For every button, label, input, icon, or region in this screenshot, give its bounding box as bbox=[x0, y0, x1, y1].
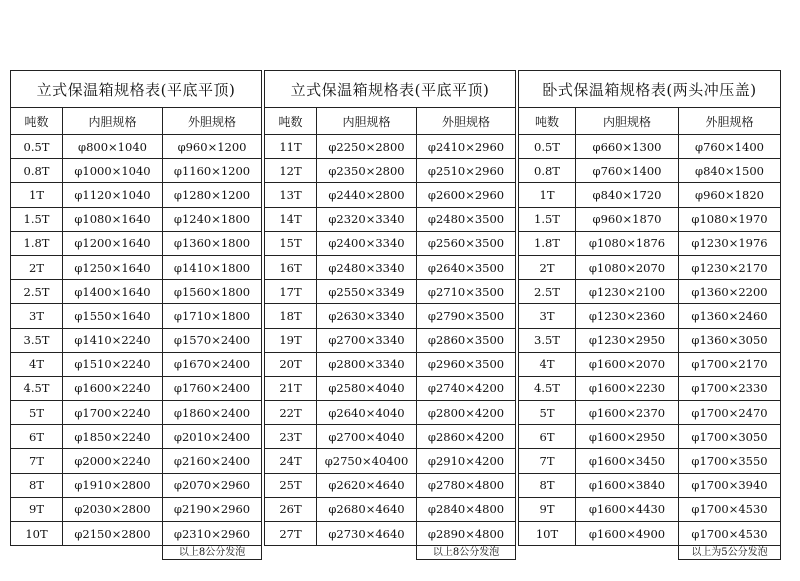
tonnage-cell: 10T bbox=[11, 522, 63, 546]
header-tonnage: 吨数 bbox=[265, 108, 317, 135]
header-inner-spec: 内胆规格 bbox=[576, 108, 679, 135]
header-inner-spec: 内胆规格 bbox=[317, 108, 417, 135]
inner-spec-cell: φ760×1400 bbox=[576, 159, 679, 183]
outer-spec-cell: φ2480×3500 bbox=[417, 207, 516, 231]
table-row bbox=[519, 376, 781, 400]
inner-spec-cell: φ2700×4040 bbox=[317, 425, 417, 449]
inner-spec-cell: φ1230×2950 bbox=[576, 328, 679, 352]
table-row bbox=[519, 304, 781, 328]
tonnage-cell: 3.5T bbox=[11, 328, 63, 352]
outer-spec-cell: φ2790×3500 bbox=[417, 304, 516, 328]
tonnage-cell: 5T bbox=[519, 401, 576, 425]
table-row bbox=[11, 328, 262, 352]
table-row bbox=[519, 183, 781, 207]
table-row bbox=[265, 159, 516, 183]
tonnage-cell: 13T bbox=[265, 183, 317, 207]
tonnage-cell: 0.5T bbox=[519, 135, 576, 159]
outer-spec-cell: φ2780×4800 bbox=[417, 473, 516, 497]
outer-spec-cell: φ1360×3050 bbox=[679, 328, 781, 352]
table-row bbox=[519, 425, 781, 449]
foam-note: 以上8公分发泡 bbox=[417, 546, 516, 560]
inner-spec-cell: φ2730×4640 bbox=[317, 522, 417, 546]
table-row bbox=[265, 231, 516, 255]
outer-spec-cell: φ1700×3940 bbox=[679, 473, 781, 497]
table-row bbox=[11, 280, 262, 304]
inner-spec-cell: φ2800×3340 bbox=[317, 352, 417, 376]
table-row bbox=[519, 231, 781, 255]
outer-spec-cell: φ2740×4200 bbox=[417, 376, 516, 400]
outer-spec-cell: φ1560×1800 bbox=[163, 280, 262, 304]
inner-spec-cell: φ2000×2240 bbox=[63, 449, 163, 473]
tonnage-cell: 1T bbox=[11, 183, 63, 207]
inner-spec-cell: φ2750×40400 bbox=[317, 449, 417, 473]
outer-spec-cell: φ1280×1200 bbox=[163, 183, 262, 207]
table-row bbox=[265, 401, 516, 425]
tonnage-cell: 1.8T bbox=[519, 231, 576, 255]
note-spacer bbox=[265, 546, 317, 560]
inner-spec-cell: φ1230×2100 bbox=[576, 280, 679, 304]
inner-spec-cell: φ1600×3840 bbox=[576, 473, 679, 497]
inner-spec-cell: φ2630×3340 bbox=[317, 304, 417, 328]
inner-spec-cell: φ1850×2240 bbox=[63, 425, 163, 449]
table-title: 立式保温箱规格表(平底平顶) bbox=[11, 71, 262, 108]
header-outer-spec: 外胆规格 bbox=[679, 108, 781, 135]
outer-spec-cell: φ1700×3550 bbox=[679, 449, 781, 473]
table-row bbox=[11, 255, 262, 279]
table-row bbox=[265, 376, 516, 400]
tonnage-cell: 0.8T bbox=[519, 159, 576, 183]
note-row bbox=[265, 546, 516, 560]
tonnage-cell: 1.5T bbox=[519, 207, 576, 231]
table-row bbox=[265, 425, 516, 449]
inner-spec-cell: φ1410×2240 bbox=[63, 328, 163, 352]
tonnage-cell: 14T bbox=[265, 207, 317, 231]
inner-spec-cell: φ800×1040 bbox=[63, 135, 163, 159]
outer-spec-cell: φ1700×2170 bbox=[679, 352, 781, 376]
tonnage-cell: 4T bbox=[519, 352, 576, 376]
table-row bbox=[11, 401, 262, 425]
inner-spec-cell: φ2440×2800 bbox=[317, 183, 417, 207]
tonnage-cell: 16T bbox=[265, 255, 317, 279]
tonnage-cell: 15T bbox=[265, 231, 317, 255]
table-row bbox=[519, 280, 781, 304]
inner-spec-cell: φ1400×1640 bbox=[63, 280, 163, 304]
inner-spec-cell: φ840×1720 bbox=[576, 183, 679, 207]
table-row bbox=[265, 497, 516, 521]
inner-spec-cell: φ1600×2370 bbox=[576, 401, 679, 425]
foam-note: 以上为5公分发泡 bbox=[679, 546, 781, 560]
header-outer-spec: 外胆规格 bbox=[163, 108, 262, 135]
table-row bbox=[519, 473, 781, 497]
tonnage-cell: 9T bbox=[11, 497, 63, 521]
header-inner-spec: 内胆规格 bbox=[63, 108, 163, 135]
tonnage-cell: 7T bbox=[11, 449, 63, 473]
outer-spec-cell: φ2010×2400 bbox=[163, 425, 262, 449]
outer-spec-cell: φ2860×3500 bbox=[417, 328, 516, 352]
tonnage-cell: 17T bbox=[265, 280, 317, 304]
inner-spec-cell: φ1120×1040 bbox=[63, 183, 163, 207]
tonnage-cell: 4.5T bbox=[11, 376, 63, 400]
outer-spec-cell: φ2560×3500 bbox=[417, 231, 516, 255]
outer-spec-cell: φ2800×4200 bbox=[417, 401, 516, 425]
header-outer-spec: 外胆规格 bbox=[417, 108, 516, 135]
outer-spec-cell: φ1360×2200 bbox=[679, 280, 781, 304]
inner-spec-cell: φ1080×1876 bbox=[576, 231, 679, 255]
table-title: 卧式保温箱规格表(两头冲压盖) bbox=[519, 71, 781, 108]
outer-spec-cell: φ2160×2400 bbox=[163, 449, 262, 473]
inner-spec-cell: φ2620×4640 bbox=[317, 473, 417, 497]
tonnage-cell: 12T bbox=[265, 159, 317, 183]
tonnage-cell: 24T bbox=[265, 449, 317, 473]
outer-spec-cell: φ840×1500 bbox=[679, 159, 781, 183]
note-spacer bbox=[519, 546, 576, 560]
outer-spec-cell: φ1160×1200 bbox=[163, 159, 262, 183]
inner-spec-cell: φ2640×4040 bbox=[317, 401, 417, 425]
inner-spec-cell: φ2250×2800 bbox=[317, 135, 417, 159]
inner-spec-cell: φ2680×4640 bbox=[317, 497, 417, 521]
table-row bbox=[265, 183, 516, 207]
outer-spec-cell: φ2310×2960 bbox=[163, 522, 262, 546]
tonnage-cell: 8T bbox=[11, 473, 63, 497]
table-row bbox=[265, 522, 516, 546]
table-row bbox=[11, 304, 262, 328]
inner-spec-cell: φ1250×1640 bbox=[63, 255, 163, 279]
tonnage-cell: 2T bbox=[519, 255, 576, 279]
table-row bbox=[11, 376, 262, 400]
inner-spec-cell: φ1600×2240 bbox=[63, 376, 163, 400]
tonnage-cell: 6T bbox=[11, 425, 63, 449]
tonnage-cell: 0.5T bbox=[11, 135, 63, 159]
header-tonnage: 吨数 bbox=[11, 108, 63, 135]
inner-spec-cell: φ1600×3450 bbox=[576, 449, 679, 473]
outer-spec-cell: φ2600×2960 bbox=[417, 183, 516, 207]
inner-spec-cell: φ660×1300 bbox=[576, 135, 679, 159]
inner-spec-cell: φ2580×4040 bbox=[317, 376, 417, 400]
table-row bbox=[11, 352, 262, 376]
inner-spec-cell: φ2700×3340 bbox=[317, 328, 417, 352]
tonnage-cell: 11T bbox=[265, 135, 317, 159]
table-row bbox=[11, 473, 262, 497]
tonnage-cell: 6T bbox=[519, 425, 576, 449]
outer-spec-cell: φ1700×4530 bbox=[679, 522, 781, 546]
outer-spec-cell: φ1860×2400 bbox=[163, 401, 262, 425]
tonnage-cell: 3T bbox=[519, 304, 576, 328]
note-row bbox=[11, 546, 262, 560]
table-row bbox=[519, 352, 781, 376]
inner-spec-cell: φ1700×2240 bbox=[63, 401, 163, 425]
outer-spec-cell: φ760×1400 bbox=[679, 135, 781, 159]
outer-spec-cell: φ1670×2400 bbox=[163, 352, 262, 376]
outer-spec-cell: φ2070×2960 bbox=[163, 473, 262, 497]
tonnage-cell: 8T bbox=[519, 473, 576, 497]
table-row bbox=[265, 255, 516, 279]
table-row bbox=[265, 449, 516, 473]
tonnage-cell: 0.8T bbox=[11, 159, 63, 183]
table-row bbox=[11, 231, 262, 255]
table-row bbox=[519, 522, 781, 546]
table-row bbox=[265, 473, 516, 497]
spec-table bbox=[10, 70, 262, 560]
inner-spec-cell: φ2150×2800 bbox=[63, 522, 163, 546]
tonnage-cell: 2.5T bbox=[519, 280, 576, 304]
outer-spec-cell: φ1760×2400 bbox=[163, 376, 262, 400]
outer-spec-cell: φ2510×2960 bbox=[417, 159, 516, 183]
inner-spec-cell: φ1600×2950 bbox=[576, 425, 679, 449]
table-row bbox=[11, 183, 262, 207]
outer-spec-cell: φ1570×2400 bbox=[163, 328, 262, 352]
tonnage-cell: 10T bbox=[519, 522, 576, 546]
tonnage-cell: 18T bbox=[265, 304, 317, 328]
inner-spec-cell: φ960×1870 bbox=[576, 207, 679, 231]
table-row bbox=[519, 159, 781, 183]
table-row bbox=[265, 352, 516, 376]
table-panel-vertical-1 bbox=[10, 70, 261, 560]
outer-spec-cell: φ2910×4200 bbox=[417, 449, 516, 473]
tonnage-cell: 23T bbox=[265, 425, 317, 449]
inner-spec-cell: φ2400×3340 bbox=[317, 231, 417, 255]
inner-spec-cell: φ2550×3349 bbox=[317, 280, 417, 304]
table-title: 立式保温箱规格表(平底平顶) bbox=[265, 71, 516, 108]
tonnage-cell: 26T bbox=[265, 497, 317, 521]
note-spacer bbox=[11, 546, 63, 560]
outer-spec-cell: φ1700×2470 bbox=[679, 401, 781, 425]
tonnage-cell: 2.5T bbox=[11, 280, 63, 304]
table-row bbox=[11, 449, 262, 473]
table-row bbox=[519, 135, 781, 159]
inner-spec-cell: φ1550×1640 bbox=[63, 304, 163, 328]
tonnage-cell: 25T bbox=[265, 473, 317, 497]
table-row bbox=[519, 449, 781, 473]
table-row bbox=[519, 497, 781, 521]
outer-spec-cell: φ1230×2170 bbox=[679, 255, 781, 279]
tonnage-cell: 9T bbox=[519, 497, 576, 521]
table-row bbox=[11, 425, 262, 449]
inner-spec-cell: φ2320×3340 bbox=[317, 207, 417, 231]
spec-table bbox=[264, 70, 516, 560]
outer-spec-cell: φ2190×2960 bbox=[163, 497, 262, 521]
outer-spec-cell: φ1700×2330 bbox=[679, 376, 781, 400]
table-panel-horizontal bbox=[518, 70, 780, 560]
inner-spec-cell: φ1000×1040 bbox=[63, 159, 163, 183]
outer-spec-cell: φ1230×1976 bbox=[679, 231, 781, 255]
outer-spec-cell: φ1240×1800 bbox=[163, 207, 262, 231]
foam-note: 以上8公分发泡 bbox=[163, 546, 262, 560]
spec-table bbox=[518, 70, 781, 560]
table-row bbox=[519, 207, 781, 231]
inner-spec-cell: φ1600×4430 bbox=[576, 497, 679, 521]
outer-spec-cell: φ1700×4530 bbox=[679, 497, 781, 521]
tonnage-cell: 2T bbox=[11, 255, 63, 279]
inner-spec-cell: φ1230×2360 bbox=[576, 304, 679, 328]
table-row bbox=[265, 280, 516, 304]
tonnage-cell: 4.5T bbox=[519, 376, 576, 400]
tonnage-cell: 21T bbox=[265, 376, 317, 400]
table-row bbox=[265, 328, 516, 352]
inner-spec-cell: φ1080×2070 bbox=[576, 255, 679, 279]
tonnage-cell: 1.8T bbox=[11, 231, 63, 255]
table-row bbox=[519, 255, 781, 279]
inner-spec-cell: φ2030×2800 bbox=[63, 497, 163, 521]
outer-spec-cell: φ1410×1800 bbox=[163, 255, 262, 279]
inner-spec-cell: φ1080×1640 bbox=[63, 207, 163, 231]
table-row bbox=[265, 135, 516, 159]
table-row bbox=[11, 522, 262, 546]
tonnage-cell: 4T bbox=[11, 352, 63, 376]
table-row bbox=[11, 497, 262, 521]
inner-spec-cell: φ1200×1640 bbox=[63, 231, 163, 255]
tonnage-cell: 5T bbox=[11, 401, 63, 425]
outer-spec-cell: φ1080×1970 bbox=[679, 207, 781, 231]
outer-spec-cell: φ960×1820 bbox=[679, 183, 781, 207]
table-row bbox=[11, 135, 262, 159]
table-row bbox=[265, 207, 516, 231]
outer-spec-cell: φ2960×3500 bbox=[417, 352, 516, 376]
outer-spec-cell: φ2860×4200 bbox=[417, 425, 516, 449]
table-row bbox=[519, 328, 781, 352]
table-row bbox=[265, 304, 516, 328]
tonnage-cell: 1.5T bbox=[11, 207, 63, 231]
outer-spec-cell: φ1360×2460 bbox=[679, 304, 781, 328]
inner-spec-cell: φ1510×2240 bbox=[63, 352, 163, 376]
table-row bbox=[11, 207, 262, 231]
inner-spec-cell: φ1600×2070 bbox=[576, 352, 679, 376]
note-spacer bbox=[63, 546, 163, 560]
header-tonnage: 吨数 bbox=[519, 108, 576, 135]
table-row bbox=[519, 401, 781, 425]
table-row bbox=[11, 159, 262, 183]
tonnage-cell: 1T bbox=[519, 183, 576, 207]
tonnage-cell: 27T bbox=[265, 522, 317, 546]
tonnage-cell: 7T bbox=[519, 449, 576, 473]
note-spacer bbox=[317, 546, 417, 560]
inner-spec-cell: φ1910×2800 bbox=[63, 473, 163, 497]
inner-spec-cell: φ1600×4900 bbox=[576, 522, 679, 546]
inner-spec-cell: φ1600×2230 bbox=[576, 376, 679, 400]
outer-spec-cell: φ2410×2960 bbox=[417, 135, 516, 159]
inner-spec-cell: φ2480×3340 bbox=[317, 255, 417, 279]
outer-spec-cell: φ2840×4800 bbox=[417, 497, 516, 521]
table-panel-vertical-2 bbox=[264, 70, 515, 560]
tonnage-cell: 3.5T bbox=[519, 328, 576, 352]
outer-spec-cell: φ1710×1800 bbox=[163, 304, 262, 328]
outer-spec-cell: φ960×1200 bbox=[163, 135, 262, 159]
note-spacer bbox=[576, 546, 679, 560]
tonnage-cell: 19T bbox=[265, 328, 317, 352]
tonnage-cell: 3T bbox=[11, 304, 63, 328]
outer-spec-cell: φ1700×3050 bbox=[679, 425, 781, 449]
outer-spec-cell: φ1360×1800 bbox=[163, 231, 262, 255]
inner-spec-cell: φ2350×2800 bbox=[317, 159, 417, 183]
tonnage-cell: 22T bbox=[265, 401, 317, 425]
note-row bbox=[519, 546, 781, 560]
outer-spec-cell: φ2710×3500 bbox=[417, 280, 516, 304]
outer-spec-cell: φ2890×4800 bbox=[417, 522, 516, 546]
outer-spec-cell: φ2640×3500 bbox=[417, 255, 516, 279]
tonnage-cell: 20T bbox=[265, 352, 317, 376]
